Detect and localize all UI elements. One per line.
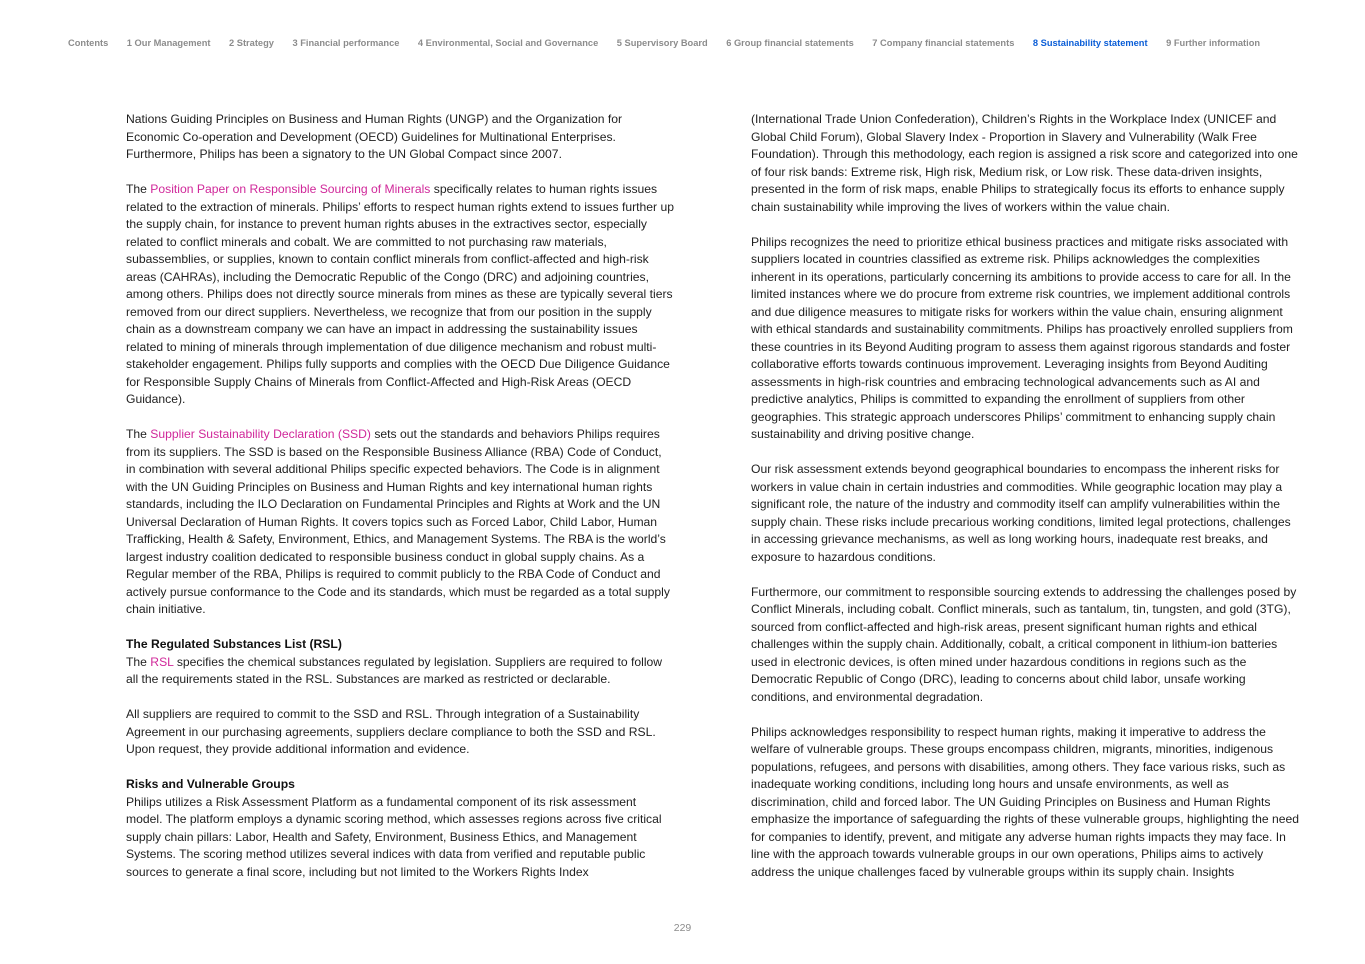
paragraph-conflict-minerals: Furthermore, our commitment to responsible sourcing extends to addressing the challenges posed by Conflict Minerals, including cobalt. Conflict minerals, such as tantalum, tin, tungsten, and gold (3TG), sourced from conflict-affected and high-risk areas, present significant human rights and ethical challenges within the supply chain. Additionally, cobalt, a critical component in lithium-ion batteries used in electronic devices, is often mined under hazardous conditions in regions such as the Democratic Republic of Congo (DRC), leading to concerns about child labor, unsafe working conditions, and environmental degradation.: [751, 584, 1297, 704]
paragraph-vulnerable-groups: Philips acknowledges responsibility to respect human rights, making it imperative to address the welfare of vulnerable groups. These groups encompass children, migrants, minorities, indigenous populations, refugees, and persons with disabilities, among others. They face various risks, such as inadequate working conditions, including long hours and unsafe environments, as well as discrimination, child and forced labor. The UN Guiding Principles on Business and Human Rights emphasize the importance of safeguarding the rights of these vulnerable groups, highlighting the need for companies to identify, prevent, and mitigate any adverse human rights impacts they may face. In line with the approach towards vulnerable groups in our own operations, Philips aims to actively address the unique challenges faced by vulnerable groups within its supply chain. Insights: [751, 724, 1300, 879]
paragraph-risk-platform: Philips utilizes a Risk Assessment Platform as a fundamental component of its risk assessment model. The platform employs a dynamic scoring method, which assesses regions across five critical supply chain pillars: Labor, Health and Safety, Environment, Business Ethics, and Management Systems. The scoring method utilizes several indices with data from verified and reputable public sources to generate a final score, including but not limited to the Workers Rights Index: [126, 794, 662, 879]
nav-strategy[interactable]: 2 Strategy: [229, 38, 274, 48]
text: sets out the standards and behaviors Philips requires from its suppliers. The SSD is based on the Responsible Business Alliance (RBA) Code of Conduct, in combination with several additional Philips specific expected behaviors. The Code is in alignment with the UN Guiding Principles on Business and Human Rights and key international human rights standards, including the ILO Declaration on Fundamental Principles and Rights at Work and the UN Universal Declaration of Human Rights. It covers topics such as Forced Labor, Child Labor, Human Trafficking, Health & Safety, Environment, Ethics, and Management Systems. The RBA is the world’s largest industry coalition dedicated to responsible business conduct in global supply chains. As a Regular member of the RBA, Philips is required to commit publicly to the RBA Code of Conduct and actively pursue conformance to the Code and its standards, which must be regarded as a total supply chain initiative.: [126, 427, 670, 616]
nav-supervisory-board[interactable]: 5 Supervisory Board: [616, 38, 708, 48]
paragraph-minerals: [126, 181, 674, 409]
right-column: [751, 111, 1301, 881]
text: The: [126, 654, 151, 669]
page-number: 229: [673, 922, 692, 934]
text: specifically relates to human rights issues related to the extraction of minerals. Philips’ efforts to respect human rights extend to issues further up the supply chain, for instance to prevent human rights abuses in the extractives sector, especially related to conflict minerals and cobalt. We are committed to not purchasing raw materials, subassemblies, or supplies, known to contain conflict minerals from conflict-affected and high-risk areas (CAHRAs), including the Democratic Republic of the Congo (DRC) and adjoining countries, among others. Philips does not directly source minerals from mines as these are typically several tiers removed from our direct suppliers. Nevertheless, we recognize that from our position in the supply chain as a downstream company we can have an impact in addressing the sustainability issues related to mining of minerals through implementation of due diligence mechanism and robust multi-stakeholder engagement. Philips fully supports and complies with the OECD Due Diligence Guidance for Responsible Supply Chains of Minerals from Conflict-Affected and High-Risk Areas (OECD Guidance).: [126, 182, 674, 406]
link-position-paper-minerals[interactable]: Position Paper on Responsible Sourcing of Minerals: [150, 182, 431, 196]
nav-esg[interactable]: 4 Environmental, Social and Governance: [417, 38, 599, 48]
left-column: [126, 111, 674, 881]
link-supplier-sustainability-declaration[interactable]: Supplier Sustainability Declaration (SSD): [150, 427, 371, 441]
link-rsl[interactable]: RSL: [150, 654, 174, 669]
nav-our-management[interactable]: 1 Our Management: [126, 38, 211, 48]
section-navigation: [68, 38, 1305, 48]
paragraph-risk-indices: (International Trade Union Confederation), Children’s Rights in the Workplace Index (UNICEF and Global Child Forum), Global Slavery Index - Proportion in Slavery and Vulnerability (Walk Free Foundation). Through this methodology, each region is assigned a risk score and categorized into one of four risk bands: Extreme risk, High risk, Medium risk, or Low risk. These data-driven insights, presented in the form of risk maps, enable Philips to strategically focus its efforts to enhance supply chain sustainability while improving the lives of workers within the value chain.: [751, 112, 1298, 214]
heading-rsl: The Regulated Substances List (RSL): [126, 637, 342, 651]
paragraph-rsl: [126, 654, 674, 689]
nav-contents[interactable]: Contents: [68, 38, 109, 48]
text: The: [126, 427, 151, 441]
nav-sustainability-statement[interactable]: 8 Sustainability statement: [1032, 38, 1148, 48]
nav-group-financial-statements[interactable]: 6 Group financial statements: [726, 38, 854, 48]
nav-further-information[interactable]: 9 Further information: [1166, 38, 1261, 48]
paragraph-suppliers-commit: All suppliers are required to commit to the SSD and RSL. Through integration of a Sustainability Agreement in our purchasing agreements, suppliers declare compliance to both the SSD and RSL. Upon request, they provide additional information and evidence.: [126, 707, 656, 756]
nav-company-financial-statements[interactable]: 7 Company financial statements: [872, 38, 1015, 48]
text: The: [126, 182, 151, 196]
paragraph-ungp: Nations Guiding Principles on Business and Human Rights (UNGP) and the Organization for Economic Co-operation and Development (OECD) Guidelines for Multinational Enterprises. Furthermore, Philips has been a signatory to the UN Global Compact since 2007.: [126, 112, 622, 161]
heading-risks: Risks and Vulnerable Groups: [126, 777, 295, 791]
paragraph-ssd: [126, 426, 674, 619]
paragraph-industry-risk: Our risk assessment extends beyond geographical boundaries to encompass the inherent risks for workers in value chain in certain industries and commodities. While geographic location may play a significant role, the nature of the industry and commodity itself can amplify vulnerabilities within the supply chain. These risks include precarious working conditions, limited legal protections, challenges in accessing grievance mechanisms, as well as long working hours, inadequate rest breaks, and exposure to hazardous conditions.: [751, 462, 1291, 564]
text: specifies the chemical substances regulated by legislation. Suppliers are required to follow all the requirements stated in the RSL. Substances are marked as restricted or declarable.: [126, 654, 663, 686]
nav-financial-performance[interactable]: 3 Financial performance: [292, 38, 400, 48]
paragraph-extreme-risk: Philips recognizes the need to prioritize ethical business practices and mitigate risks associated with suppliers located in countries classified as extreme risk. Philips acknowledges the complexities inherent in its operations, particularly concerning its ambitions to provide access to care for all. In the limited instances where we do procure from extreme risk countries, we implement additional controls and due diligence measures to mitigate risks for workers within the value chain, ensuring alignment with ethical standards and sustainability commitments. Philips has proactively enrolled suppliers from these countries in its Beyond Auditing program to assess them against rigorous standards and foster collaborative efforts towards continuous improvement. Leveraging insights from Beyond Auditing assessments in high-risk countries and embracing technological advancements such as AI and predictive analytics, Philips is committed to expanding the enrollment of suppliers from other geographies. This strategic approach underscores Philips’ commitment to enhancing supply chain sustainability and driving positive change.: [751, 234, 1293, 441]
